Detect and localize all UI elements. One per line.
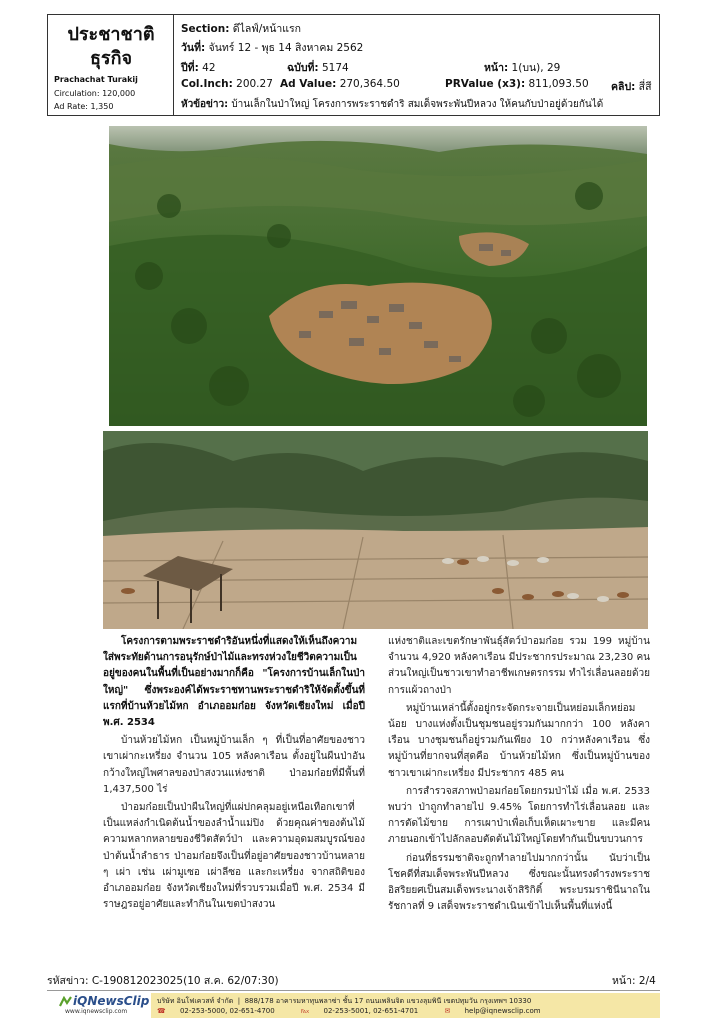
contact-bar <box>151 993 660 1018</box>
company-name: บริษัท อินโฟเควสท์ จำกัด <box>157 997 234 1005</box>
iqnewsclip-logo <box>55 994 150 1016</box>
company-address: 888/178 อาคารมหาทุนพลาซ่า ชั้น 17 ถนนเพลินจิต แขวงลุมพินี เขตปทุมวัน กรุงเทพฯ 10330 <box>244 997 532 1005</box>
article-paragraph: บ้านห้วยไม้หก เป็นหมู่บ้านเล็ก ๆ ที่เป็นที่อาศัยของชาวเขาเผ่ากะเหรี่ยง จำนวน 105 หลังคาเรือน ตั้งอยู่ในผืนป่าอันกว้างใหญ่ไพศาลของป่าสงวนแห่งชาติ ป่าอมก๋อยที่มีพื้นที่ 1,437,500 ไร่ <box>103 735 365 795</box>
aerial-village-photo <box>109 126 647 426</box>
advalue-row <box>280 78 400 90</box>
article-column-right <box>388 634 650 917</box>
prvalue-label: PRValue (x3): <box>445 78 526 90</box>
fax-icon: ℻ <box>300 1007 310 1015</box>
year-row <box>181 59 216 76</box>
date-row <box>181 39 363 56</box>
clip-reference: รหัสข่าว: C-190812023025(10 ส.ค. 62/07:30) <box>47 975 279 987</box>
colinch-value: 200.27 <box>236 78 273 90</box>
publication-box <box>48 15 174 115</box>
article-column-left <box>103 634 365 915</box>
page-row <box>484 59 560 76</box>
ad-rate: Ad Rate: 1,350 <box>54 102 114 111</box>
circulation: Circulation: 120,000 <box>54 89 136 98</box>
field-cattle-photo <box>103 431 648 629</box>
issue-row <box>287 59 349 76</box>
advalue-value: 270,364.50 <box>339 78 400 90</box>
article-paragraph: แห่งชาติและเขตรักษาพันธุ์สัตว์ป่าอมก๋อย รวม 199 หมู่บ้าน จำนวน 4,920 หลังคาเรือน มีประชากรประมาณ 23,230 คน ส่วนใหญ่เป็นชาวเขาทำอาชีพเกษตรกรรม ทำไร่เลื่อนลอยด้วยการแผ้วถางป่า <box>388 636 650 696</box>
article-paragraph: หมู่บ้านเหล่านี้ตั้งอยู่กระจัดกระจายเป็นหย่อมเล็กหย่อมน้อย บางแห่งตั้งเป็นชุมชนอยู่รวมกันมากกว่า 100 หลังคาเรือน บางชุมชนก็อยู่รวมกันเพียง 10 กว่าหลังคาเรือน ซึ่งหมู่บ้านที่ยากจนที่สุดคือ บ้านห้วยไม้หก ซึ่งเป็นหมู่บ้านของชาวเขาเผ่ากะเหรี่ยง มีประชากร 485 คน <box>388 702 650 779</box>
date-value: จันทร์ 12 - พุธ 14 สิงหาคม 2562 <box>208 42 364 54</box>
clipping-header <box>47 14 660 116</box>
phone-number: 02-253-5000, 02-651-4700 <box>179 1007 275 1015</box>
page-value: 1(บน), 29 <box>511 62 561 74</box>
contact-line <box>157 1007 565 1015</box>
brand-name: iQNewsClip <box>73 994 150 1008</box>
colinch-label: Col.Inch: <box>181 78 233 90</box>
section-value: ดีไลฟ์/หน้าแรก <box>232 23 302 35</box>
article-paragraph: การสำรวจสภาพป่าอมก๋อยโดยกรมป่าไม้ เมื่อ พ.ศ. 2533 พบว่า ป่าถูกทำลายไป 9.45% โดยการทำไร่เลื่อนลอย และการตัดไม้ขาย การเผาป่าเพื่อเก็บเห็ดเผาะขาย และมีคนภายนอกเข้าไปลักลอบตัดต้นไม้ใหญ่โดยทำกันเป็นขบวนการ <box>388 785 650 846</box>
article-paragraph: ป่าอมก๋อยเป็นป่าผืนใหญ่ที่แผ่ปกคลุมอยู่เหนือเทือกเขาที่เป็นแหล่งกำเนิดต้นน้ำของลำน้ำแม่ปิง ด้วยคุณค่าของต้นไม้ความหลากหลายของชีวิตสัตว์ป่า และความอุดมสมบูรณ์ของป่าต้นน้ำลำธาร ป่าอมก๋อยจึงเป็นที่อยู่อาศัยของชาวบ้านหลาย ๆ เผ่า เช่น เผ่ามูเซอ เผ่าลีซอ และกะเหรี่ยง จากสถิติของอำเภออมก๋อย จังหวัดเชียงใหม่ที่รวบรวมเมื่อปี พ.ศ. 2534 มีราษฎรอยู่อาศัยและทำกินในเขตป่าสงวน <box>103 802 365 911</box>
page-label: หน้า: <box>484 62 509 74</box>
email-icon: ✉ <box>444 1007 451 1015</box>
year-label: ปีที่: <box>181 62 199 74</box>
footer-bar <box>47 990 660 1018</box>
clip-value: สี่สี <box>638 81 652 93</box>
clip-logo-icon <box>59 996 72 1008</box>
publication-name-en: Prachachat Turakij <box>54 75 138 84</box>
article-paragraph: ก่อนที่ธรรมชาติจะถูกทำลายไปมากกว่านั้น นับว่าเป็นโชคดีที่สมเด็จพระพันปีหลวง ซึ่งขณะนั้นทรงดำรงพระราชอิสริยยศเป็นสมเด็จพระนางเจ้าสิริกิติ์ พระบรมราชินีนาถในรัชกาลที่ 9 เสด็จพระราชดำเนินเข้าไปเห็นพื้นที่แห่งนี้ <box>388 852 650 913</box>
article-lead: โครงการตามพระราชดำริอันหนึ่งที่แสดงให้เห็นถึงความใส่พระทัยด้านการอนุรักษ์ป่าไม้และทรงห่วงใยชีวิตความเป็นอยู่ของคนในพื้นที่เป็นอย่างมากก็คือ "โครงการบ้านเล็กในป่าใหญ่" ซึ่งพระองค์ได้พระราชทานพระราชดำริให้จัดตั้งขึ้นที่แรกที่บ้านห้วยไม้หก อำเภออมก๋อย จังหวัดเชียงใหม่ เมื่อปี พ.ศ. 2534 <box>103 636 365 729</box>
company-line: บริษัท อินโฟเควสท์ จำกัด | 888/178 อาคารมหาทุนพลาซ่า ชั้น 17 ถนนเพลินจิต แขวงลุมพินี เขตปทุมวัน กรุงเทพฯ 10330 <box>157 997 532 1005</box>
email-address[interactable]: help@iqnewsclip.com <box>464 1007 541 1015</box>
prvalue-row <box>445 78 589 90</box>
prvalue-value: 811,093.50 <box>528 78 589 90</box>
colinch-row <box>181 78 273 90</box>
section-row <box>181 20 301 37</box>
advalue-label: Ad Value: <box>280 78 337 90</box>
date-label: วันที่: <box>181 42 206 54</box>
headline-label: หัวข้อข่าว: <box>181 99 229 110</box>
fax-number: 02-253-5001, 02-651-4701 <box>323 1007 419 1015</box>
issue-value: 5174 <box>321 62 349 74</box>
headline-row <box>181 97 603 112</box>
clip-row <box>611 78 652 95</box>
issue-label: ฉบับที่: <box>287 62 319 74</box>
clip-label: คลิป: <box>611 81 636 93</box>
brand-url[interactable]: www.iqnewsclip.com <box>65 1008 128 1015</box>
year-value: 42 <box>202 62 216 74</box>
page-number: หน้า: 2/4 <box>612 975 656 987</box>
section-label: Section: <box>181 23 230 35</box>
headline-value: บ้านเล็กในป่าใหญ่ โครงการพระราชดำริ สมเด็จพระพันปีหลวง ให้คนกับป่าอยู่ด้วยกันได้ <box>231 99 604 110</box>
phone-icon: ☎ <box>157 1007 166 1015</box>
publication-logo: ประชาชาติ ธุรกิจ <box>67 24 155 69</box>
